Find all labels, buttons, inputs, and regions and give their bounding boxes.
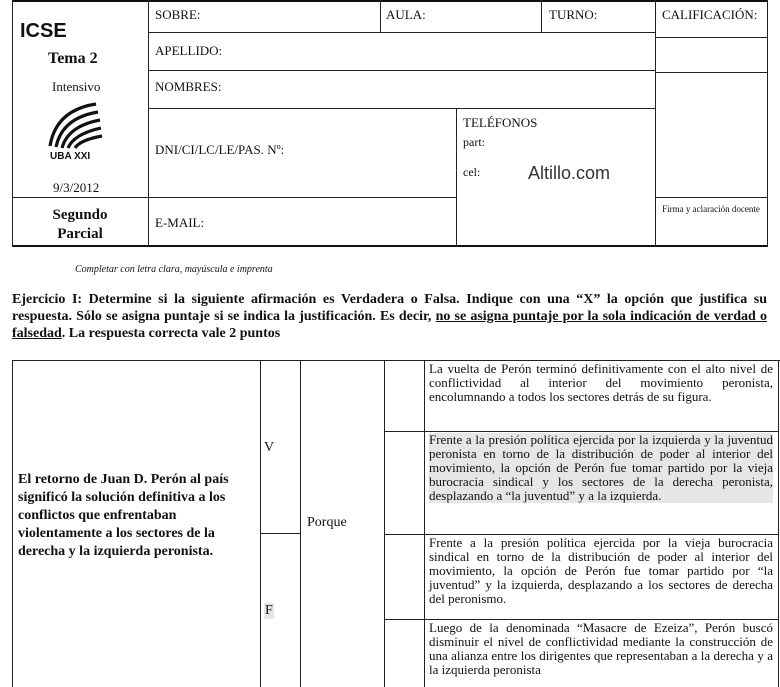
option-3-text: Frente a la presión política ejercida por la vieja burocracia sindical en torno de la distribución de poder al interior del movimiento, la opción de Perón fue tomar partido por “la juventud” y la izquierda, desplazando a los sectores de derecha del peronismo. — [429, 535, 773, 606]
exercise-statement: El retorno de Juan D. Perón al país significó la solución definitiva a los conflictos que enfrentaban violentamente a los sectores de la derecha y la izquierda peronista. — [18, 472, 229, 559]
option-4-mark[interactable] — [385, 620, 424, 687]
exam-date: 9/3/2012 — [53, 180, 100, 195]
field-turno[interactable]: TURNO: — [549, 7, 598, 22]
firma-label: Firma y aclaración docente — [662, 204, 760, 214]
mode-label: Intensivo — [52, 79, 101, 94]
exam-name-line1: Segundo — [52, 207, 108, 223]
instructions-underlined: no se asigna puntaje por la sola indicación de verdad o falsedad — [12, 309, 767, 341]
field-calificacion[interactable]: CALIFICACIÓN: — [662, 7, 758, 22]
option-2-mark[interactable] — [385, 432, 424, 534]
field-email[interactable]: E-MAIL: — [155, 215, 205, 230]
false-option[interactable]: F — [265, 603, 273, 618]
school-label: ICSE — [20, 20, 67, 42]
field-apellido[interactable]: APELLIDO: — [155, 43, 223, 58]
field-aula[interactable]: AULA: — [386, 7, 426, 22]
left-block-divider — [148, 0, 149, 247]
option-4-text: Luego de la denominada “Masacre de Ezeiza”, Perón buscó disminuir el nivel de conflictividad mediante la construcción de una alianza entre los dirigentes que representaban a la derecha y a la izquierda peronista — [429, 620, 773, 677]
col-statement-divider — [260, 360, 261, 687]
exam-name-line2: Parcial — [57, 226, 103, 242]
exercise-instructions — [12, 291, 767, 342]
left-block-hline — [12, 197, 148, 198]
calif-line-3 — [655, 197, 767, 198]
field-sobre[interactable]: SOBRE: — [155, 7, 201, 22]
row-line-2 — [148, 70, 655, 71]
row-line-1 — [148, 32, 655, 33]
instructions-part1: Ejercicio I: Determine si la siguiente afirmación es Verdadera o Falsa. Indique con una “X” la opción que justifica su respuesta. Sólo se asigna puntaje si se indica la justificación. Es decir, — [12, 292, 767, 324]
vf-separator — [260, 533, 300, 534]
option-2-text: Frente a la presión política ejercida por la izquierda y la juventud peronista en torno de la distribución de poder al interior del movimiento, la opción de Perón fue tomar partido por la vieja burocracia sindical y los sectores de la derecha peronista, desplazando a “la juventud” y a la izquierda. — [429, 432, 773, 503]
col-line-aula — [380, 0, 381, 32]
option-1-text: La vuelta de Perón terminó definitivamente con el alto nivel de conflictividad al interior del movimiento peronista, encolumnando a todos los sectores detrás de su figura. — [429, 361, 773, 404]
option-1-mark[interactable] — [385, 361, 424, 431]
table-left-border — [12, 360, 13, 687]
field-dni[interactable]: DNI/CI/LC/LE/PAS. Nº: — [155, 142, 285, 157]
col-vf-divider — [300, 360, 301, 687]
col-line-telefonos — [456, 108, 457, 247]
true-option[interactable]: V — [264, 440, 275, 455]
instructions-part2: . La respuesta correcta vale 2 puntos — [61, 326, 281, 341]
field-telefonos: TELÉFONOS — [463, 115, 538, 130]
exam-name — [12, 206, 148, 244]
col-mark-divider — [424, 360, 425, 687]
logo-text: UBA XXI — [50, 151, 91, 162]
because-label: Porque — [307, 515, 347, 530]
calif-line-1 — [655, 37, 767, 38]
field-nombres[interactable]: NOMBRES: — [155, 79, 222, 94]
option-3-mark[interactable] — [385, 535, 424, 619]
watermark-text: Altillo.com — [528, 163, 611, 183]
field-part[interactable]: part: — [463, 135, 485, 149]
fill-instruction: Completar con letra clara, mayúscula e imprenta — [75, 264, 273, 275]
field-cel[interactable]: cel: — [463, 165, 481, 179]
col-line-turno — [541, 0, 542, 32]
topic-label: Tema 2 — [48, 50, 98, 67]
calif-line-2 — [655, 72, 767, 73]
row-line-4 — [148, 197, 456, 198]
form-right-border — [767, 0, 768, 247]
table-right-border — [778, 360, 779, 687]
row-line-3 — [148, 108, 655, 109]
uba-logo-icon — [48, 100, 104, 150]
